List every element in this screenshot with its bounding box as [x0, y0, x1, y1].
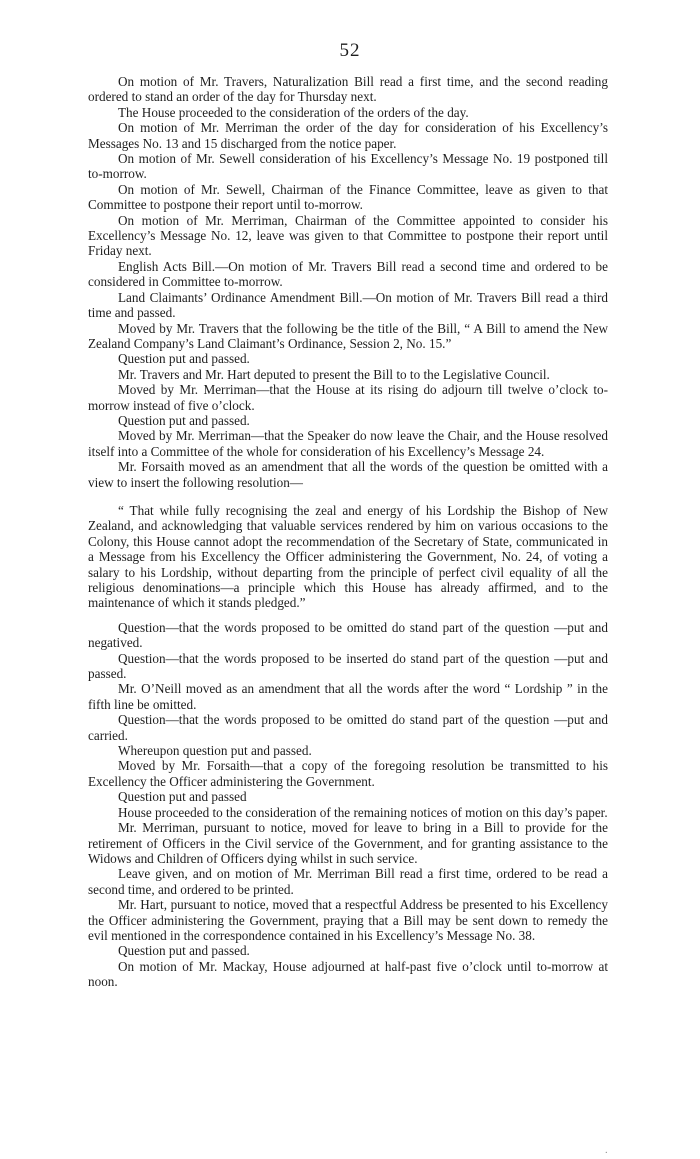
paragraph: Leave given, and on motion of Mr. Merriman Bill read a first time, ordered to be read a second time, and ordered to be printed.	[88, 866, 608, 897]
paragraph: Question—that the words proposed to be omitted do stand part of the question —put and carried.	[88, 712, 608, 743]
paragraph: Question put and passed.	[118, 412, 250, 428]
paragraph: Mr. Travers and Mr. Hart deputed to present the Bill to to the Legislative Council.	[118, 366, 550, 382]
paragraph: Moved by Mr. Forsaith—that a copy of the foregoing resolution be transmitted to his Excellency the Officer administering the Government.	[88, 758, 608, 789]
paragraph: English Acts Bill.—On motion of Mr. Travers Bill read a second time and ordered to be considered in Committee to-morrow.	[88, 258, 608, 290]
paragraph: Moved by Mr. Merriman—that the House at its rising do adjourn till twelve o’clock to-morrow instead of five o’clock.	[88, 382, 608, 413]
paragraph: On motion of Mr. Mackay, House adjourned at half-past five o’clock until to-morrow at noon.	[88, 958, 608, 990]
paragraph: House proceeded to the consideration of the remaining notices of motion on this day’s paper.	[118, 804, 608, 820]
paragraph: On motion of Mr. Merriman the order of the day for consideration of his Excellency’s Messages No. 13 and 15 discharged from the notice paper.	[88, 120, 608, 151]
paragraph: On motion of Mr. Sewell, Chairman of the Finance Committee, leave as given to that Committee to postpone their report until to-morrow.	[88, 181, 608, 213]
paragraph: Mr. Hart, pursuant to notice, moved that a respectful Address be presented to his Excellency the Officer administering the Government, praying that a Bill may be sent down to remedy the evil mentioned in the correspondence contained in his Excellency’s Message No. 38.	[88, 897, 608, 943]
paragraph: Moved by Mr. Travers that the following be the title of the Bill, “ A Bill to amend the New Zealand Company’s Land Claimant’s Ordinance, Session 2, No. 15.”	[88, 320, 608, 351]
paragraph: Question put and passed	[118, 789, 247, 805]
paragraph: On motion of Mr. Merriman, Chairman of the Committee appointed to consider his Excellency’s Message No. 12, leave was given to that Committee to postpone their report until Friday next.	[88, 212, 608, 259]
paragraph: Mr. O’Neill moved as an amendment that all the words after the word “ Lordship ” in the fifth line be omitted.	[88, 681, 608, 712]
paragraph: Question—that the words proposed to be inserted do stand part of the question —put and passed.	[88, 650, 608, 682]
paragraph: Land Claimants’ Ordinance Amendment Bill.—On motion of Mr. Travers Bill read a third time and passed.	[88, 289, 608, 321]
journal-text	[88, 74, 608, 990]
paragraph: On motion of Mr. Travers, Naturalization Bill read a first time, and the second reading ordered to stand an order of the day for Thursday next.	[88, 74, 608, 105]
paragraph: Whereupon question put and passed.	[118, 743, 312, 759]
page-mark: ·	[604, 1148, 608, 1159]
page-number: 52	[339, 40, 361, 61]
paragraph: Moved by Mr. Merriman—that the Speaker do now leave the Chair, and the House resolved itself into a Committee of the whole for consideration of his Excellency’s Message 24.	[88, 428, 608, 459]
paragraph: Question—that the words proposed to be omitted do stand part of the question —put and negatived.	[88, 619, 608, 651]
paragraphs-after-quote	[88, 620, 608, 990]
paragraphs-before-quote	[88, 74, 608, 490]
paragraph: The House proceeded to the consideration of the orders of the day.	[118, 104, 469, 120]
paragraph: Mr. Forsaith moved as an amendment that all the words of the question be omitted with a view to insert the following resolution—	[88, 459, 608, 490]
paragraph: Question put and passed.	[118, 351, 250, 367]
paragraph: Question put and passed.	[118, 943, 250, 959]
paragraph: On motion of Mr. Sewell consideration of his Excellency’s Message No. 19 postponed till to-morrow.	[88, 151, 608, 182]
paragraph: Mr. Merriman, pursuant to notice, moved for leave to bring in a Bill to provide for the retirement of Officers in the Civil service of the Government, and for granting assistance to the Widows and Children of Officers dying whilst in such service.	[88, 820, 608, 866]
quoted-resolution: “ That while fully recognising the zeal and energy of his Lordship the Bishop of New Zealand, and acknowledging that valuable services rendered by him on various occasions to the Colony, this House cannot adopt the recommendation of the Secretary of State, communicated in a Message from his Excellency the Officer administering the Government, No. 24, of voting a salary to his Lordship, without departing from the principle of perfect civil equality of all the religious denominations—a principle which this House has already affirmed, and to the maintenance of which it stands pledged.”	[88, 502, 608, 611]
